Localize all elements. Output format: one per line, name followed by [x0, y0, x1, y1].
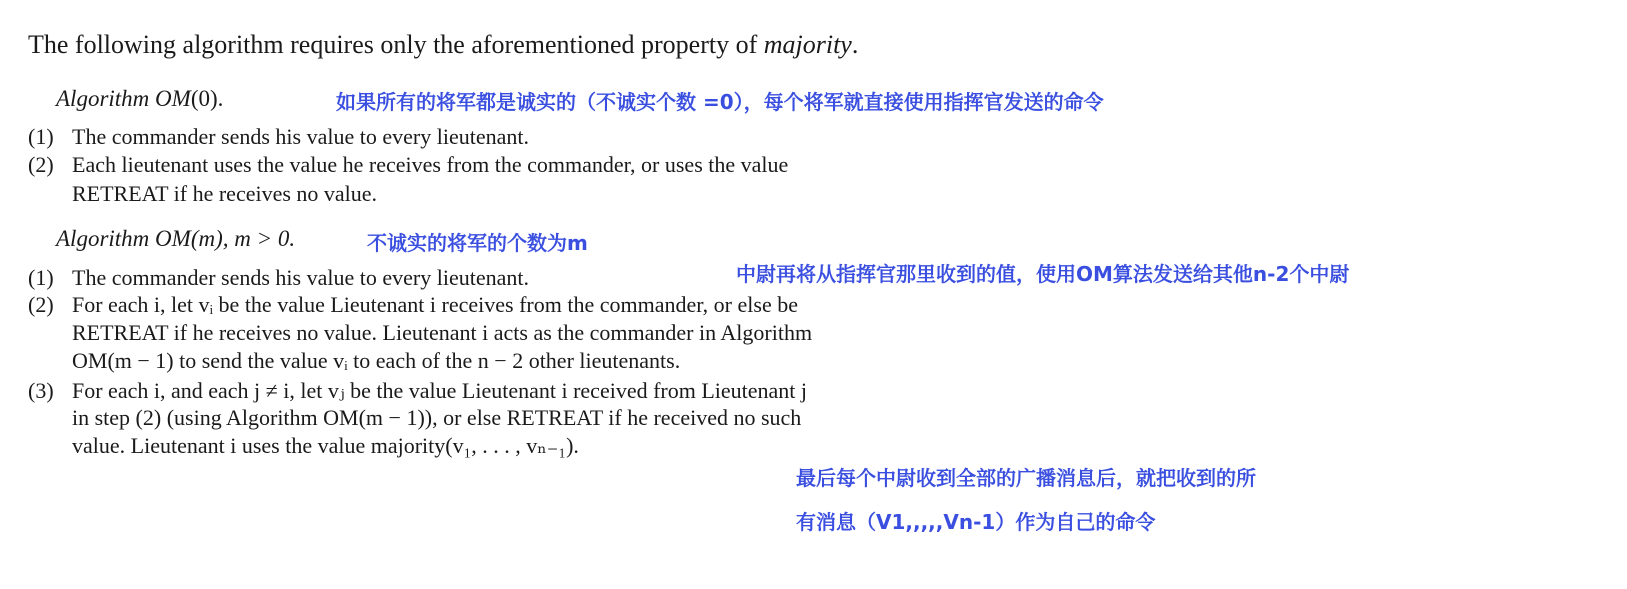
step-number: (2)	[28, 152, 54, 177]
omm-step-3-cont-1: in step (2) (using Algorithm OM(m − 1)), or else RETREAT if he received no such	[72, 405, 802, 430]
algorithm-om0-arg: (0).	[190, 86, 224, 111]
annotation-final-line1: 最后每个中尉收到全部的广播消息后，就把收到的所	[796, 466, 1256, 490]
omm-step-3	[28, 378, 807, 404]
step-number: (1)	[28, 265, 54, 290]
intro-text: The following algorithm requires only the aforementioned property of	[28, 30, 764, 59]
annotation-omm-step2: 中尉再将从指挥官那里收到的值，使用OM算法发送给其他n-2个中尉	[736, 262, 1350, 286]
algorithm-om0-title	[56, 86, 223, 112]
om0-step-2-cont: RETREAT if he receives no value.	[72, 181, 378, 206]
annotation-omm: 不诚实的将军的个数为m	[367, 231, 588, 255]
omm-step-2-cont-1: RETREAT if he receives no value. Lieutenant i acts as the commander in Algorithm	[72, 320, 813, 345]
omm-step-2-cont-2: OM(m − 1) to send the value vᵢ to each of the n − 2 other lieutenants.	[72, 348, 681, 373]
intro-emphasis: majority	[763, 30, 852, 59]
step-text: The commander sends his value to every lieutenant.	[72, 265, 529, 290]
algorithm-omm-name: Algorithm OM	[56, 226, 191, 251]
om0-step-1	[28, 124, 529, 150]
step-text: For each i, let vᵢ be the value Lieutenant i receives from the commander, or else be	[72, 292, 798, 317]
om0-step-2	[28, 152, 788, 178]
step-number: (3)	[28, 378, 54, 403]
omm-step-1	[28, 265, 529, 291]
annotation-om0: 如果所有的将军都是诚实的（不诚实个数 =0），每个将军就直接使用指挥官发送的命令	[336, 90, 1104, 114]
omm-step-3-cont-2: value. Lieutenant i uses the value majority(v₁, . . . , vₙ₋₁).	[72, 433, 579, 458]
step-number: (1)	[28, 124, 54, 149]
step-text: For each i, and each j ≠ i, let vⱼ be the value Lieutenant i received from Lieutenant j	[72, 378, 808, 403]
algorithm-om0-name: Algorithm OM	[56, 86, 191, 111]
step-text: Each lieutenant uses the value he receives from the commander, or uses the value	[72, 152, 789, 177]
intro-period: .	[851, 30, 859, 59]
step-number: (2)	[28, 292, 54, 317]
algorithm-omm-arg: (m), m > 0.	[190, 226, 296, 251]
algorithm-omm-title	[56, 226, 295, 252]
intro-sentence	[28, 30, 858, 60]
annotation-final-line2: 有消息（V1,,,,,Vn-1）作为自己的命令	[796, 510, 1156, 534]
step-text: The commander sends his value to every lieutenant.	[72, 124, 529, 149]
omm-step-2	[28, 292, 798, 318]
